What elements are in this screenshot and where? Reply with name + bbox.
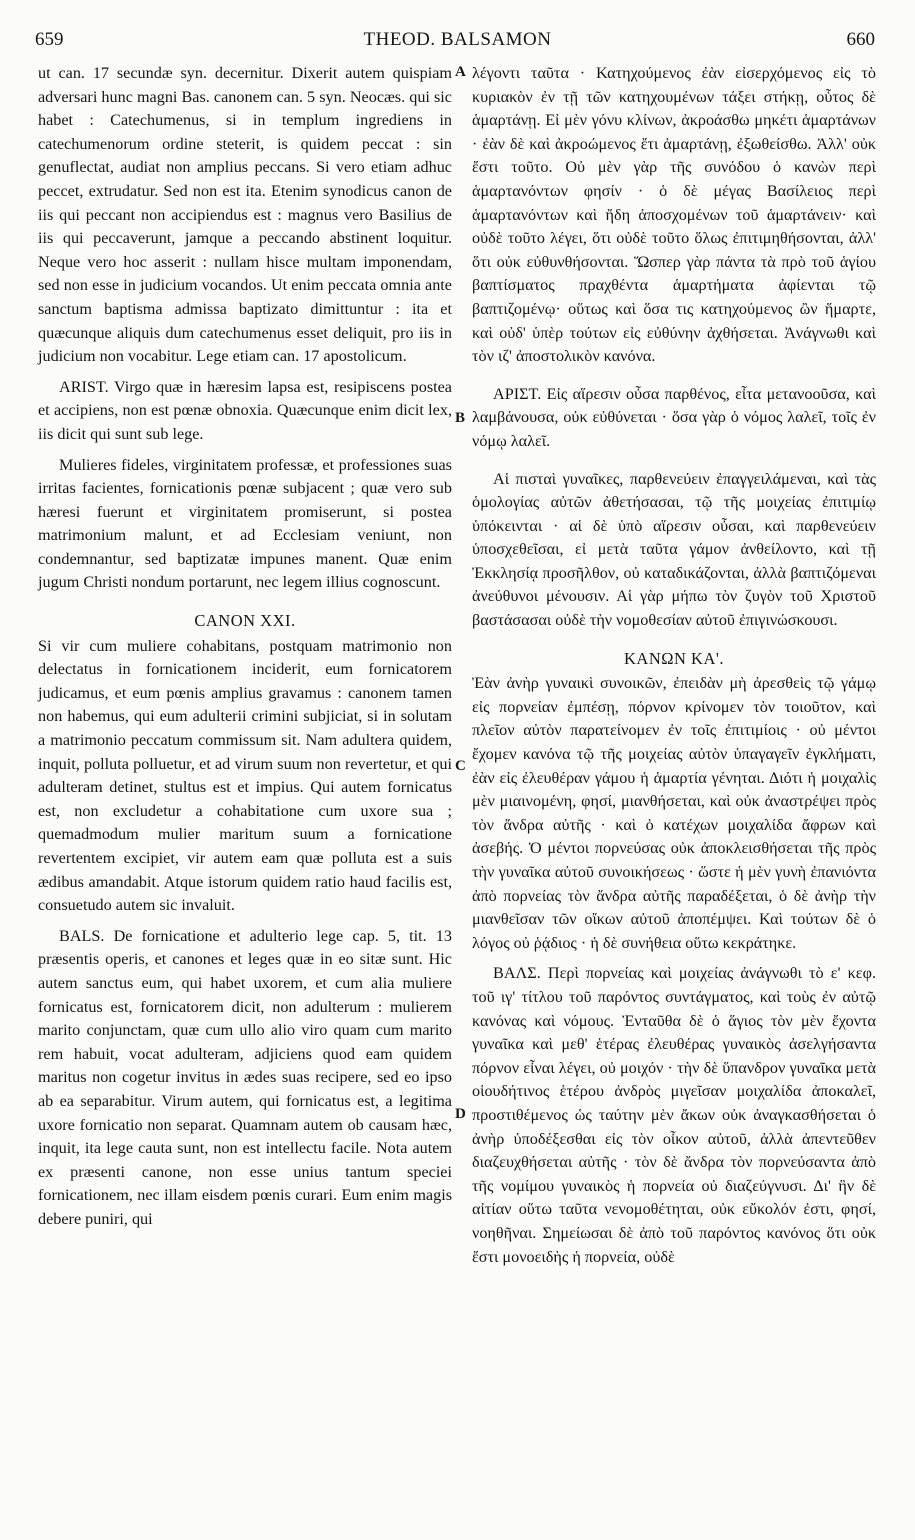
- latin-canon-text: Si vir cum muliere cohabitans, postquam matrimonio non delectatus in fornicationem inciderit, eum fornicatorem judicamus, et eum pœnis amplius gravamus : canonem tamen non habemus, qui eum adulterii crimini subjiciat, si in solutam a matrimonio peccatum commissum sit. Nam adultera quidem, inquit, polluta polluetur, et ad virum suum non revertetur, et qui adulteram detinet, stultus est et impius. Qui autem fornicatus est, non excludetur a cohabitatione cum uxore sua ; quemadmodum mulier maritum suum a fornicatione revertentem excipiet, vir autem eam quæ polluta est a suis ædibus amandabit. Atque istorum quidem ratio haud facilis est, consuetudo autem sic invaluit.: [38, 636, 452, 915]
- greek-paragraph-bals: ΒΑΛΣ. Περὶ πορνείας καὶ μοιχείας ἀνάγνωθι τὸ ε' κεφ. τοῦ ιγ' τίτλου τοῦ παρόντος συντάγματος, καὶ τοὺς ἐν αὐτῷ κανόνας καὶ νόμους. Ἐνταῦθα δὲ ὁ ἅγιος τὸν μὲν ἔχοντα γυναῖκα καὶ μεθ' ἑτέρας ἐλευθέρας γυναικὸς ἀσελγήσαντα πόρνον εἶναι λέγει, οὐ μοιχόν · τὴν δὲ ὕπανδρον γυναῖκα μετὰ οἱουδήτινος ἑτέρου ἀνδρὸς μιγεῖσαν μοιχαλίδα ἀποκαλεῖ, προστιθέμενος ὡς ταύτην μὲν ἄκων οὐκ ἀναγκασθήσεται ὁ ἀνὴρ ὑποδέξεσθαι εἰς τὸν οἶκον αὐτοῦ, ἀλλὰ ἀπεντεῦθεν διαζευχθήσεται αὐτῆς · τὸν δὲ ἄνδρα τὸν πορνεύσαντα ἀπὸ τῆς νομίμου γυναικὸς ἡ πορνεία οὐ διαζεύγνυσι. Δι' ἣν δὲ αἰτίαν οὕτω ταῦτα νενομοθέτηται, οὐκ εὔκολόν ἐστι, φησί, νοηθῆναι. Σημείωσαι δὲ ἀπὸ τοῦ παρόντος κανόνος ὅτι οὐκ ἔστι μονοειδὴς ἡ πορνεία, οὐδὲ: [472, 964, 876, 1266]
- greek-paragraph-1: λέγοντι ταῦτα · Κατηχούμενος ἐὰν εἰσερχόμενος εἰς τὸ κυριακὸν ἐν τῇ τῶν κατηχουμένων τάξει στήκῃ, οὗτος δὲ ἁμαρτάνῃ. Εἰ μὲν γόνυ κλίνων, ἀκροάσθω μηκέτι ἁμαρτάνων · ἐὰν δὲ καὶ ἀκροώμενος ἔτι ἁμαρτάνῃ, ἐξωθείσθω. Ἀλλ' οὐκ ἔστι τοῦτο. Οὐ μὲν γὰρ τῆς συνόδου ὁ κανὼν περὶ ἁμαρτανόντων φησίν · ὁ δὲ μέγας Βασίλειος περὶ ἁμαρτανόντων καὶ ἤδη ἀποσχομένων τοῦ ἁμαρτάνειν· καὶ οὐδὲ τοῦτο λέγει, ὅτι οὐδὲ τοῦτο ὅλως ἐπιτιμηθήσονται, ἀλλ' ὅτι οὐκ εὐθυνθήσονται. Ὥσπερ γὰρ πάντα τὰ πρὸ τοῦ ἁγίου βαπτίσματος πραχθέντα ἁμαρτήματα ἀφίενται τῷ βαπτιζομένῳ· οὕτως καὶ ὅσα τις κατηχούμενος ὢν ἥμαρτε, καὶ οὐδ' ὑπὲρ τούτων εἰς εὐθύνην ἀχθήσεται. Ἀνάγνωθι καὶ τὸν ιζ' ἀποστολικὸν κανόνα.: [472, 64, 876, 366]
- running-title: THEOD. BALSAMON: [363, 29, 552, 50]
- margin-marker-c: C: [455, 758, 466, 774]
- latin-column: [38, 62, 452, 1232]
- margin-marker-b: B: [455, 410, 466, 426]
- greek-column: [472, 62, 876, 1269]
- latin-paragraph-bals: BALS. De fornicatione et adulterio lege cap. 5, tit. 13 præsentis operis, et canones et leges quæ in eo sitæ sunt. Hic autem sanctus eum, qui habet uxorem, et cum alia muliere fornicatus est, fornicatorem dicit, non adulterum : mulierem marito conjunctam, quæ cum ullo alio viro quam cum marito rem habuit, vocat adulteram, adjiciens quod eam quidem maritus non cogetur invitus in ædes suas recipere, sed eo ipso ab ea separabitur. Virum autem, qui fornicatus est, a legitima uxore fornicatio non separat. Quamnam autem ob causam hæc, inquit, ita lege cauta sunt, non est intellectu facile. Nota autem ex præsenti canone, non esse unius tantum speciei fornicationem, nec illam eisdem pœnis curari. Eum enim magis debere puniri, qui: [38, 926, 452, 1228]
- page-number-left: 659: [35, 29, 64, 50]
- page-number-right: 660: [846, 29, 875, 50]
- margin-marker-d: D: [455, 1106, 466, 1122]
- greek-paragraph-3: Αἱ πισταὶ γυναῖκες, παρθενεύειν ἐπαγγειλάμεναι, καὶ τὰς ὁμολογίας αὐτῶν ἀθετήσασαι, τῷ τῆς μοιχείας ἐπιτιμίῳ ὑπόκεινται · αἱ δὲ ὑπὸ αἵρεσιν οὖσαι, καὶ παρθενεύειν ὑποσχεθεῖσαι, εἰ μετὰ ταῦτα γάμον ἀνθείλοντο, καὶ τῇ Ἐκκλησίᾳ προσῆλθον, οὐ καταδικάζονται, ἀλλὰ βαπτιζόμεναι ἀνεύθυνοι μένουσιν. Αἱ γὰρ μήπω τὸν ζυγὸν τοῦ Χριστοῦ βαστάσασαι οὐδὲ τὴν νομοθεσίαν αὐτοῦ ἐπιγινώσκουσι.: [472, 469, 876, 630]
- latin-paragraph-1: ut can. 17 secundæ syn. decernitur. Dixerit autem quispiam adversari hunc magni Bas. canonem can. 5 syn. Neocæs. qui sic habet : Catechumenus, si in templum ingrediens in catechumenorum ordine steterit, is quidem peccat : sin genuflectat, audiat non amplius peccans. Si vero etiam adhuc peccet, extrudatur. Sed non est ita. Etenim synodicus canon de iis qui peccant non accipiendus est : magnus vero Basilius de iis qui peccaverunt, jamque a peccando abstinent loquitur. Neque vero hoc asserit : nullam hisce multam imponendam, sed non esse in judicium vocandos. Ut enim peccata omnia ante sanctum baptisma admissa baptizato dimittuntur : ita et quæcunque aliquis dum catechumenus esset deliquit, pro iis in judicium non vocabitur. Lege etiam can. 17 apostolicum.: [38, 64, 452, 366]
- greek-paragraph-arist: ΑΡΙΣΤ. Εἰς αἵρεσιν οὖσα παρθένος, εἶτα μετανοοῦσα, καὶ λαμβάνουσα, οὐκ εὐθύνεται · ὅσα γὰρ ὁ νόμος λαλεῖ, τοῖς ἐν νόμῳ λαλεῖ.: [472, 384, 876, 450]
- margin-marker-a: A: [455, 64, 466, 80]
- greek-canon-heading: ΚΑΝΩΝ ΚΑ'.: [624, 648, 724, 668]
- greek-canon-text: Ἐὰν ἀνὴρ γυναικὶ συνοικῶν, ἐπειδὰν μὴ ἀρεσθεὶς τῷ γάμῳ εἰς πορνείαν ἐμπέσῃ, πόρνον κρίνομεν τὸν τοιοῦτον, καὶ πλεῖον αὐτὸν παρατείνομεν ἐν τοῖς ἐπιτιμίοις · οὐ μέντοι ἔχομεν κανόνα τῷ τῆς μοιχείας αὐτὸν ὑπαγαγεῖν ἐγκλήματι, ἐὰν εἰς ἐλευθέραν γάμου ἡ ἁμαρτία γένηται. Διότι ἡ μοιχαλὶς μὲν μιαινομένη, φησί, μιανθήσεται, καὶ οὐκ ἀναστρέψει πρὸς τὸν ἄνδρα αὐτῆς · καὶ ὁ κατέχων μοιχαλίδα ἄφρων καὶ ἀσεβής. Ὁ μέντοι πορνεύσας οὐκ ἀποκλεισθήσεται τῆς πρὸς τὴν γυναῖκα αὐτοῦ συνοικήσεως · ὥστε ἡ μὲν γυνὴ ἐπανιόντα ἀπὸ πορνείας τὸν ἄνδρα αὐτῆς παραδέξεται, ὁ δὲ ἀνὴρ τὴν μιανθεῖσαν τῶν οἴκων αὐτοῦ ἀποπέμψει. Καὶ τούτων δὲ ὁ λόγος οὐ ῥᾴδιος · ἡ δὲ συνήθεια οὕτω κεκράτηκε.: [472, 674, 876, 952]
- latin-paragraph-arist: ARIST. Virgo quæ in hæresim lapsa est, resipiscens postea et accipiens, non est pœnæ obnoxia. Quæcunque enim dicit lex, iis dicit qui sunt sub lege.: [38, 377, 452, 443]
- running-header: [32, 20, 883, 60]
- latin-canon-heading: CANON XXI.: [194, 611, 296, 631]
- latin-paragraph-3: Mulieres fideles, virginitatem professæ, et professiones suas irritas facientes, fornicationis pœnæ subjacent ; quæ vero sub hæresi fuerunt et virginitatem promiserunt, si postea matrimonium malunt, et ad Ecclesiam veniunt, non condemnantur, sed baptizatæ impunes manent. Quæ enim jugum Christi nondum portarunt, nec legem illius cognoscunt.: [38, 455, 452, 592]
